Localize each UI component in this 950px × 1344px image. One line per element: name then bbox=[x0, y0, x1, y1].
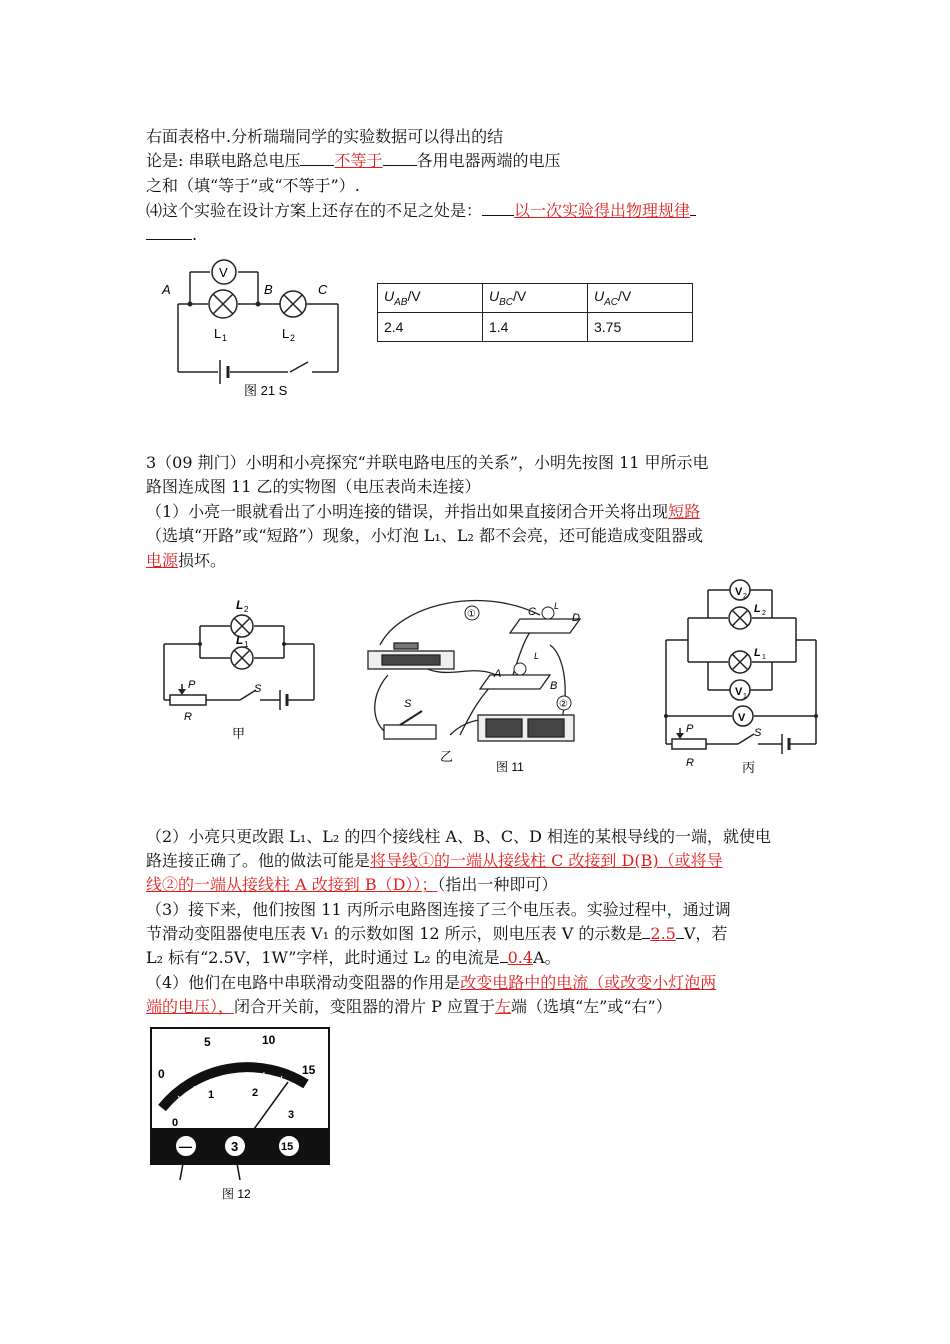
voltmeter-sub: 2 bbox=[743, 593, 747, 600]
scale-tick-label: 15 bbox=[302, 1063, 316, 1077]
answer: 0.4 bbox=[507, 948, 534, 967]
text-line: （2）小亮只更改跟 L₁、L₂ 的四个接线柱 A、B、C、D 相连的某根导线的一端，就使电 bbox=[146, 827, 771, 846]
point-label-b: B bbox=[264, 282, 273, 297]
table-header-row bbox=[378, 284, 693, 313]
answer: 左 bbox=[494, 997, 511, 1016]
answer: 改变电路中的电流（或改变小灯泡两 bbox=[460, 973, 717, 992]
lamp-label-l2: L bbox=[554, 601, 560, 611]
table-cell: 3.75 bbox=[588, 313, 693, 342]
answer: 电源 bbox=[146, 551, 179, 570]
answer: 线②的一端从接线柱 A 改接到 B（D））； bbox=[146, 875, 438, 894]
header-cell: $U_{BC}/V$ bbox=[483, 284, 588, 313]
figure-caption: 图 12 bbox=[222, 1187, 251, 1201]
scale-tick-label: 0 bbox=[172, 1117, 179, 1129]
lamp-label-l1: L bbox=[534, 651, 540, 661]
scale-tick-label: 2 bbox=[252, 1087, 259, 1099]
voltmeter-label-v1: V bbox=[735, 686, 743, 698]
terminal-3v: 3 bbox=[231, 1139, 239, 1154]
rheostat-label-r: R bbox=[184, 711, 192, 723]
lamp-sub: 2 bbox=[244, 605, 249, 614]
text-line bbox=[146, 996, 672, 1018]
lamp-sub-2: 2 bbox=[290, 333, 296, 343]
blank bbox=[300, 165, 334, 166]
terminal-negative: — bbox=[179, 1139, 192, 1154]
header-cell: $U_{AC}/V$ bbox=[588, 284, 693, 313]
wire-label-1: ① bbox=[467, 609, 476, 620]
text-segment: （指出一种即可） bbox=[437, 875, 558, 894]
text-line bbox=[146, 923, 727, 945]
point-label-a: A bbox=[162, 282, 171, 297]
scale-tick-label: 10 bbox=[262, 1033, 276, 1047]
answer: 2.5 bbox=[650, 924, 676, 943]
blank bbox=[690, 215, 696, 216]
figure-caption: 图 11 bbox=[496, 760, 524, 774]
lamp-sub-1: 1 bbox=[222, 333, 228, 343]
scale-tick-label: 1 bbox=[208, 1089, 215, 1101]
table-cell: 2.4 bbox=[378, 313, 483, 342]
point-label-b: B bbox=[550, 680, 558, 692]
figure-caption: 图 21 S bbox=[244, 383, 288, 398]
figure-11-yi-physical bbox=[360, 595, 590, 780]
text-line: 3（09 荆门）小明和小亮探究“并联电路电压的关系”，小明先按图 11 甲所示电 bbox=[146, 453, 709, 472]
lamp-sub: 1 bbox=[244, 640, 249, 649]
switch-label-s: S bbox=[754, 727, 762, 739]
text-line: （3）接下来，他们按图 11 丙所示电路图连接了三个电压表。实验过程中，通过调 bbox=[146, 900, 731, 919]
subfigure-label: 乙 bbox=[440, 749, 454, 764]
text-segment: 端（选填“左”或“右”） bbox=[510, 997, 672, 1016]
switch-label-s: S bbox=[254, 683, 262, 695]
text-segment: L₂ 标有“2.5V，1W”字样，此时通过 L₂ 的电流是 bbox=[146, 948, 500, 967]
scale-tick-label: 5 bbox=[204, 1035, 211, 1049]
point-label-c: C bbox=[528, 606, 536, 618]
voltage-table bbox=[377, 283, 693, 342]
text-segment: 闭合开关前，变阻器的滑片 P 应置于 bbox=[234, 997, 495, 1016]
blank bbox=[383, 165, 417, 166]
header-cell: $U_{AB}/V$ bbox=[378, 284, 483, 313]
lamp-label-l2: L bbox=[754, 603, 761, 615]
lamp-sub: 2 bbox=[762, 610, 766, 617]
lamp-label-l1: L bbox=[236, 633, 244, 647]
table-cell: 1.4 bbox=[483, 313, 588, 342]
answer: 短路 bbox=[668, 502, 701, 521]
lamp-label-l1: L bbox=[754, 647, 761, 659]
text-segment: 论是: 串联电路总电压 bbox=[146, 151, 301, 170]
text-segment: ⑷这个实验在设计方案上还存在的不足之处是： bbox=[146, 201, 483, 220]
blank bbox=[676, 938, 684, 939]
switch-label-s: S bbox=[404, 698, 412, 710]
voltmeter-sub: 1 bbox=[743, 693, 747, 700]
point-label-c: C bbox=[318, 282, 328, 297]
blank bbox=[482, 215, 514, 216]
text-segment: 路连接正确了。他的做法可能是 bbox=[146, 851, 371, 870]
text-segment: 节滑动变阻器使电压表 V₁ 的示数如图 12 所示，则电压表 V 的示数是 bbox=[146, 924, 643, 943]
subfigure-label: 丙 bbox=[742, 760, 756, 775]
text-segment: 各用电器两端的电压 bbox=[416, 151, 561, 170]
blank bbox=[146, 239, 192, 240]
text-line bbox=[146, 850, 723, 872]
scale-tick-label: 3 bbox=[288, 1109, 295, 1121]
voltmeter-label-v2: V bbox=[735, 586, 743, 598]
answer: 端的电压）， bbox=[146, 997, 235, 1016]
text-line bbox=[146, 947, 561, 969]
lamp-sub: 1 bbox=[762, 654, 766, 661]
text-line: （选填“开路”或“短路”）现象，小灯泡 L₁、L₂ 都不会亮，还可能造成变阻器或 bbox=[146, 526, 703, 545]
voltmeter-label-v: V bbox=[738, 712, 746, 724]
figure-11-bing-circuit bbox=[658, 576, 824, 776]
text-line bbox=[146, 224, 197, 246]
slider-label-p: P bbox=[686, 723, 694, 735]
text-line: 右面表格中.分析瑞瑞同学的实验数据可以得出的结 bbox=[146, 127, 504, 146]
text-segment: . bbox=[192, 225, 198, 244]
lamp-label-l2: L bbox=[236, 598, 244, 612]
table-row bbox=[378, 313, 693, 342]
figure-21-circuit bbox=[160, 252, 350, 404]
lamp-label-l1: L bbox=[214, 326, 222, 341]
text-line: 之和（填“等于”或“不等于”）. bbox=[146, 176, 360, 195]
text-line bbox=[146, 550, 226, 572]
blank bbox=[500, 962, 508, 963]
answer: 不等于 bbox=[334, 151, 383, 170]
text-line bbox=[146, 874, 557, 896]
subfigure-label: 甲 bbox=[232, 726, 246, 741]
answer: 以一次实验得出物理规律 bbox=[514, 201, 691, 220]
lamp-label-l2: L bbox=[282, 326, 290, 341]
point-label-a: A bbox=[494, 668, 502, 680]
figure-11-jia-circuit bbox=[156, 592, 316, 742]
answer: 将导线①的一端从接线柱 C 改接到 D(B)（或将导 bbox=[370, 851, 723, 870]
text-segment: 损坏。 bbox=[178, 551, 227, 570]
text-segment: （1）小亮一眼就看出了小明连接的错误，并指出如果直接闭合开关将出现 bbox=[146, 502, 669, 521]
slider-label-p: P bbox=[188, 679, 196, 691]
text-line bbox=[146, 972, 716, 994]
text-segment: A。 bbox=[533, 948, 561, 967]
text-line bbox=[146, 150, 561, 172]
text-segment: V，若 bbox=[683, 924, 728, 943]
point-label-d: D bbox=[572, 612, 580, 624]
text-line: 路图连成图 11 乙的实物图（电压表尚未连接） bbox=[146, 477, 481, 496]
scale-tick-label: 0 bbox=[158, 1067, 165, 1081]
figure-12-voltmeter bbox=[148, 1026, 332, 1204]
text-line bbox=[146, 501, 700, 523]
text-line bbox=[146, 200, 696, 222]
text-segment: （4）他们在电路中串联滑动变阻器的作用是 bbox=[146, 973, 461, 992]
voltmeter-label: V bbox=[219, 265, 228, 280]
wire-label-2: ② bbox=[559, 699, 568, 710]
rheostat-label-r: R bbox=[686, 757, 694, 769]
terminal-15v: 15 bbox=[281, 1141, 294, 1153]
